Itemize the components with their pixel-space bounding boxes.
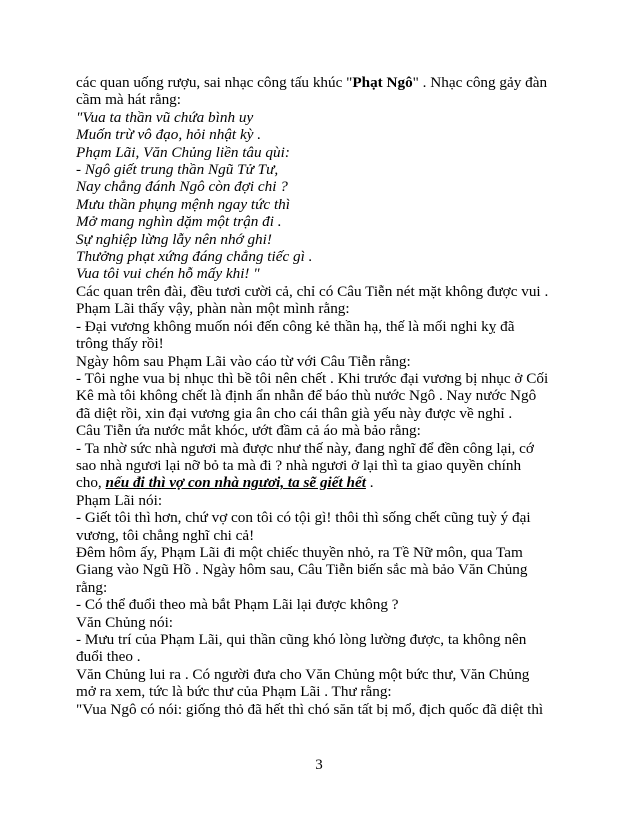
text-run: đã diệt rồi, xin đại vương gia ân cho cái thân già yếu này được về nghỉ . [76, 404, 513, 422]
text-run: Các quan trên đài, đều tươi cười cả, chỉ có Câu Tiễn nét mặt không được vui . [76, 282, 549, 300]
text-run: Kê mà tôi không chết là định ẩn nhẫn để báo thù nước Ngô . Nay nước Ngô [76, 387, 537, 405]
text-run: Muốn trừ vô đạo, hỏi nhật kỳ . [76, 126, 262, 144]
text-line [76, 544, 576, 561]
text-line [76, 527, 576, 544]
text-run: Phạm Lãi thấy vậy, phàn nàn một mình rằng: [76, 300, 350, 318]
text-line [76, 701, 576, 718]
text-run: Phạm Lãi, Văn Chủng liền tâu qùi: [76, 143, 290, 161]
text-run: - Ngô giết trung thần Ngũ Tử Tư, [76, 161, 279, 179]
text-line [76, 178, 576, 195]
text-line [76, 196, 576, 213]
text-line [76, 300, 576, 317]
text-line [76, 161, 576, 178]
text-line [76, 318, 576, 335]
text-line [76, 631, 576, 648]
text-line [76, 213, 576, 230]
page-number: 3 [315, 757, 323, 773]
bold-text: Phạt Ngô [352, 74, 413, 91]
text-line [76, 422, 576, 439]
text-line [76, 474, 576, 491]
text-run: - Ta nhờ sức nhà ngươi mà được như thế này, đang nghĩ để đền công lại, cớ [76, 439, 534, 457]
text-run: Câu Tiễn ứa nước mắt khóc, ướt đầm cả áo mà bảo rằng: [76, 422, 421, 440]
text-line [76, 666, 576, 683]
text-run: Sự nghiệp lừng lẫy nên nhớ ghi! [76, 230, 272, 248]
text-run: - Tôi nghe vua bị nhục thì bề tôi nên chết . Khi trước đại vương bị nhục ở Cối [76, 369, 549, 387]
text-line [76, 509, 576, 526]
text-run: Vua tôi vui chén hỗ mấy khi! " [76, 265, 260, 283]
text-run: Nay chẳng đánh Ngô còn đợi chi ? [76, 178, 288, 196]
text-line [76, 265, 576, 282]
text-line [76, 109, 576, 126]
text-run: mở ra xem, tức là bức thư của Phạm Lãi . Thư rằng: [76, 683, 392, 701]
text-run: các quan uống rượu, sai nhạc công tấu khúc " [76, 74, 353, 91]
text-line [76, 144, 576, 161]
text-line [76, 283, 576, 300]
document-body [76, 74, 576, 718]
text-line [76, 353, 576, 370]
text-line [76, 405, 576, 422]
text-line [76, 370, 576, 387]
text-run: Mở mang nghìn dặm một trận đi . [76, 213, 282, 231]
text-run: rằng: [76, 578, 108, 596]
text-run: - Giết tôi thì hơn, chứ vợ con tôi có tội gì! thôi thì sống chết cũng tuỳ ý đại [76, 509, 531, 527]
text-line [76, 91, 576, 108]
text-line [76, 614, 576, 631]
text-line [76, 683, 576, 700]
text-line [76, 335, 576, 352]
text-run: "Vua Ngô có nói: giống thỏ đã hết thì chó săn tất bị mổ, địch quốc đã diệt thì [76, 700, 544, 718]
text-line [76, 579, 576, 596]
text-run: Phạm Lãi nói: [76, 491, 163, 509]
text-line [76, 74, 576, 91]
text-line [76, 648, 576, 665]
text-run: cầm mà hát rằng: [76, 91, 181, 109]
text-run: đuổi theo . [76, 648, 141, 666]
text-run: vương, tôi chẳng nghĩ chi cả! [76, 526, 255, 544]
text-line [76, 561, 576, 578]
text-run: trông thấy rồi! [76, 335, 164, 353]
text-run: - Có thể đuổi theo mà bắt Phạm Lãi lại được không ? [76, 596, 399, 614]
text-run: - Mưu trí của Phạm Lãi, qui thần cũng khó lòng lường được, ta không nên [76, 631, 527, 648]
text-run: Ngày hôm sau Phạm Lãi vào cáo từ với Câu Tiễn rằng: [76, 352, 411, 370]
text-run: . [365, 474, 374, 492]
text-line [76, 596, 576, 613]
text-line [76, 457, 576, 474]
text-run: " . Nhạc công gảy đàn [412, 74, 548, 91]
text-run: cho, [76, 474, 106, 492]
text-run: Thưởng phạt xứng đáng chẳng tiếc gì . [76, 248, 313, 266]
text-line [76, 231, 576, 248]
emphasized-text: nếu đi thì vợ con nhà ngươi, ta sẽ giết hết [105, 474, 366, 492]
text-run: "Vua ta thần vũ chứa bình uy [76, 108, 254, 126]
text-run: Văn Chủng nói: [76, 613, 174, 631]
text-line [76, 440, 576, 457]
text-run: Đêm hôm ấy, Phạm Lãi đi một chiếc thuyền nhỏ, ra Tề Nữ môn, qua Tam [76, 543, 523, 561]
text-line [76, 492, 576, 509]
text-line [76, 248, 576, 265]
text-run: sao nhà ngươi lại nỡ bỏ ta mà đi ? nhà ngươi ở lại thì ta giao quyền chính [76, 456, 522, 474]
text-run: Mưu thần phụng mệnh ngay tức thì [76, 195, 290, 213]
text-run: - Đại vương không muốn nói đến công kẻ thần hạ, thế là mối nghi kỵ đã [76, 317, 515, 335]
text-line [76, 126, 576, 143]
text-run: Giang vào Ngũ Hồ . Ngày hôm sau, Câu Tiễn biến sắc mà bảo Văn Chủng [76, 561, 528, 579]
text-line [76, 387, 576, 404]
text-run: Văn Chủng lui ra . Có người đưa cho Văn Chủng một bức thư, Văn Chủng [76, 665, 530, 683]
